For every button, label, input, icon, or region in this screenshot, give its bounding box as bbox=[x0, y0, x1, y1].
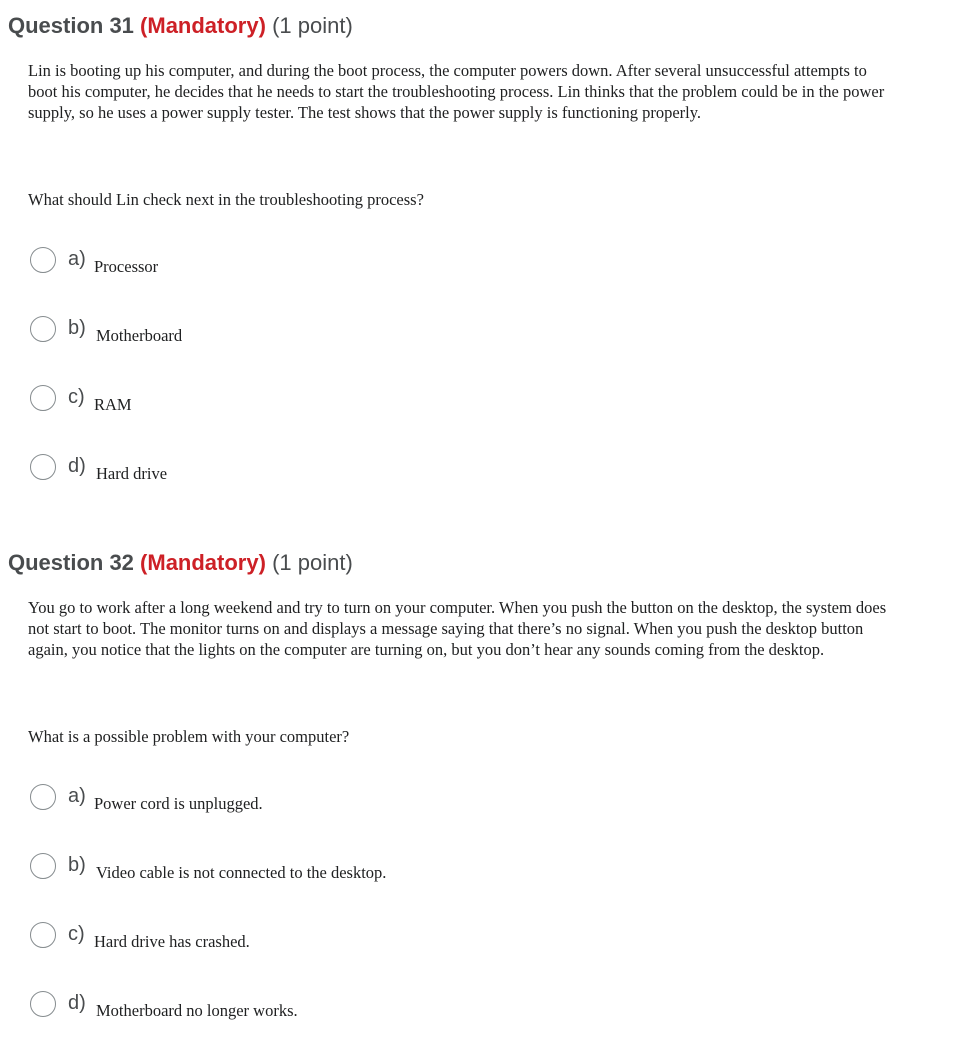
question-title: Question 31 bbox=[8, 13, 134, 38]
option-a[interactable] bbox=[30, 247, 630, 279]
option-letter: c) bbox=[68, 923, 85, 945]
question-header bbox=[8, 549, 353, 577]
points-label: (1 point) bbox=[272, 550, 353, 575]
option-letter: d) bbox=[68, 455, 86, 477]
option-text: RAM bbox=[94, 395, 132, 414]
option-c[interactable] bbox=[30, 385, 630, 417]
mandatory-label: (Mandatory) bbox=[140, 550, 266, 575]
radio-button[interactable] bbox=[30, 385, 56, 411]
question-body: You go to work after a long weekend and try to turn on your computer. When you push the button on the desktop, the system does not start to boot. The monitor turns on and displays a message saying that there’s no signal. When you push the desktop button again, you notice that the lights on the computer are turning on, but you don’t hear any sounds coming from the desktop. bbox=[28, 598, 887, 659]
option-text: Motherboard bbox=[96, 326, 183, 345]
question-prompt: What should Lin check next in the troubleshooting process? bbox=[28, 190, 424, 209]
option-letter: d) bbox=[68, 992, 86, 1014]
radio-button[interactable] bbox=[30, 991, 56, 1017]
radio-button[interactable] bbox=[30, 853, 56, 879]
question-header bbox=[8, 12, 353, 40]
option-c[interactable] bbox=[30, 922, 630, 954]
option-d[interactable] bbox=[30, 991, 630, 1023]
radio-button[interactable] bbox=[30, 247, 56, 273]
option-text: Motherboard no longer works. bbox=[96, 1001, 298, 1020]
option-a[interactable] bbox=[30, 784, 630, 816]
question-body: Lin is booting up his computer, and during the boot process, the computer powers down. After several unsuccessful attempts to boot his computer, he decides that he needs to start the troubleshooting process. Lin thinks that the problem could be in the power supply, so he uses a power supply tester. The test shows that the power supply is functioning properly. bbox=[28, 61, 885, 122]
option-d[interactable] bbox=[30, 454, 630, 486]
option-text: Processor bbox=[94, 257, 159, 276]
option-b[interactable] bbox=[30, 316, 630, 348]
question-title: Question 32 bbox=[8, 550, 134, 575]
option-letter: a) bbox=[68, 785, 86, 807]
question-prompt: What is a possible problem with your computer? bbox=[28, 727, 350, 746]
option-letter: b) bbox=[68, 854, 86, 876]
radio-button[interactable] bbox=[30, 454, 56, 480]
radio-button[interactable] bbox=[30, 784, 56, 810]
option-text: Video cable is not connected to the desktop. bbox=[96, 863, 387, 882]
option-letter: a) bbox=[68, 248, 86, 270]
option-letter: c) bbox=[68, 386, 85, 408]
option-text: Power cord is unplugged. bbox=[94, 794, 263, 813]
option-text: Hard drive bbox=[96, 464, 168, 483]
option-text: Hard drive has crashed. bbox=[94, 932, 250, 951]
radio-button[interactable] bbox=[30, 316, 56, 342]
points-label: (1 point) bbox=[272, 13, 353, 38]
mandatory-label: (Mandatory) bbox=[140, 13, 266, 38]
option-b[interactable] bbox=[30, 853, 630, 885]
radio-button[interactable] bbox=[30, 922, 56, 948]
option-letter: b) bbox=[68, 317, 86, 339]
